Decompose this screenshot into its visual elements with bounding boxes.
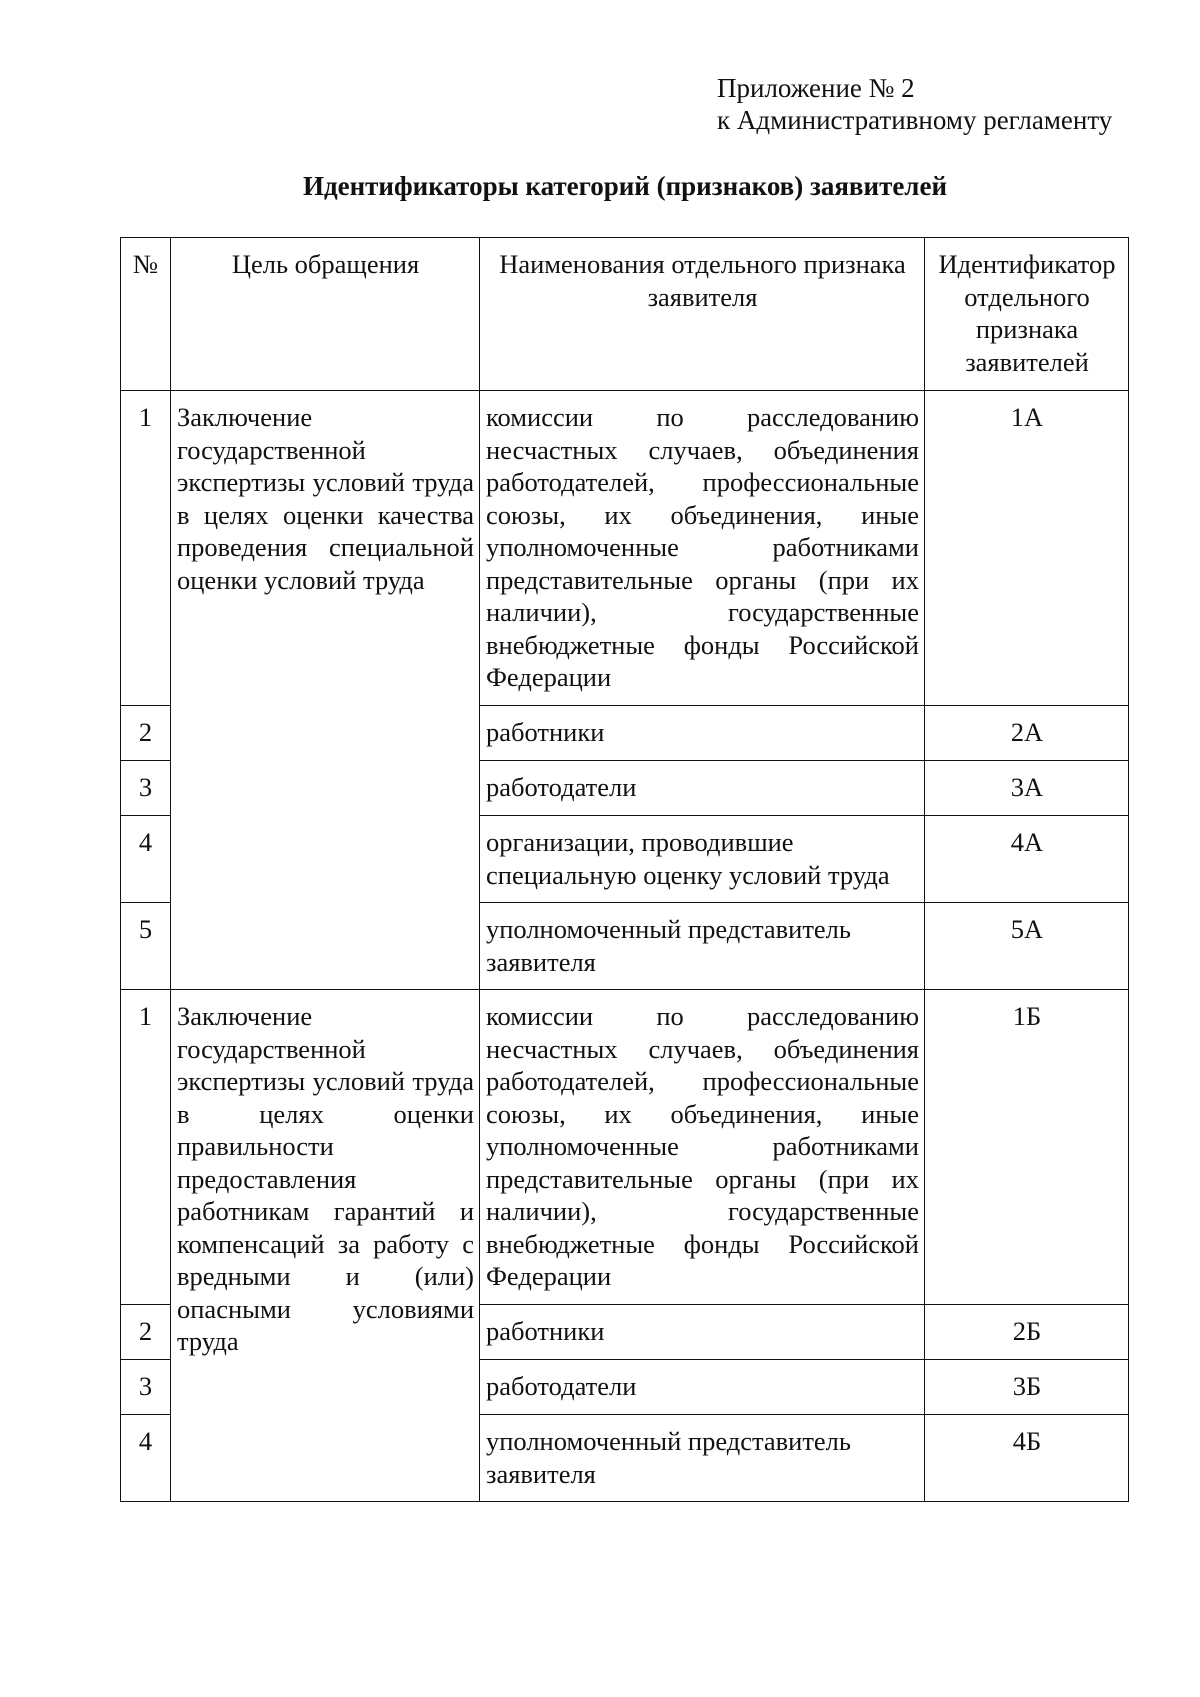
row-number: 4 xyxy=(121,816,171,903)
identifier-cell: 5А xyxy=(925,903,1129,990)
row-number: 1 xyxy=(121,391,171,706)
row-number: 3 xyxy=(121,761,171,816)
attribute-name-cell: организации, проводившие специальную оценку условий труда xyxy=(480,816,925,903)
attribute-name-cell: работники xyxy=(480,1305,925,1360)
attribute-name-cell: работодатели xyxy=(480,1360,925,1415)
attribute-name-cell: комиссии по расследованию несчастных случаев, объединения работодателей, профессиональные союзы, их объединения, иные уполномоченные работниками представительные органы (при их наличии), государственные внебюджетные фонды Российской Федерации xyxy=(480,391,925,706)
appendix-number: Приложение № 2 xyxy=(717,73,915,103)
attribute-name-cell: работники xyxy=(480,706,925,761)
table-header-row xyxy=(121,238,1129,391)
row-number: 3 xyxy=(121,1360,171,1415)
row-number: 2 xyxy=(121,706,171,761)
column-header-attribute-name: Наименования отдельного признака заявителя xyxy=(480,238,925,391)
appendix-header xyxy=(717,72,1112,136)
identifier-cell: 4А xyxy=(925,816,1129,903)
identifier-cell: 4Б xyxy=(925,1415,1129,1502)
column-header-number: № xyxy=(121,238,171,391)
table-row xyxy=(121,391,1129,706)
identifier-cell: 1Б xyxy=(925,990,1129,1305)
goal-cell: Заключение государственной экспертизы условий труда в целях оценки качества проведения специальной оценки условий труда xyxy=(171,391,480,990)
column-header-goal: Цель обращения xyxy=(171,238,480,391)
attribute-name-cell: комиссии по расследованию несчастных случаев, объединения работодателей, профессиональные союзы, их объединения, иные уполномоченные работниками представительные органы (при их наличии), государственные внебюджетные фонды Российской Федерации xyxy=(480,990,925,1305)
table-row xyxy=(121,990,1129,1305)
identifier-cell: 1А xyxy=(925,391,1129,706)
row-number: 4 xyxy=(121,1415,171,1502)
goal-cell: Заключение государственной экспертизы условий труда в целях оценки правильности предоставления работникам гарантий и компенсаций за работу с вредными и (или) опасными условиями труда xyxy=(171,990,480,1502)
identifier-cell: 2А xyxy=(925,706,1129,761)
attribute-name-cell: работодатели xyxy=(480,761,925,816)
row-number: 1 xyxy=(121,990,171,1305)
row-number: 2 xyxy=(121,1305,171,1360)
identifier-cell: 3Б xyxy=(925,1360,1129,1415)
identifier-cell: 3А xyxy=(925,761,1129,816)
attribute-name-cell: уполномоченный представитель заявителя xyxy=(480,1415,925,1502)
identifier-cell: 2Б xyxy=(925,1305,1129,1360)
applicant-categories-table xyxy=(120,237,1129,1502)
column-header-identifier: Идентификатор отдельного признака заявителей xyxy=(925,238,1129,391)
appendix-reference: к Административному регламенту xyxy=(717,105,1113,135)
row-number: 5 xyxy=(121,903,171,990)
attribute-name-cell: уполномоченный представитель заявителя xyxy=(480,903,925,990)
document-title: Идентификаторы категорий (признаков) заявителей xyxy=(302,171,948,201)
